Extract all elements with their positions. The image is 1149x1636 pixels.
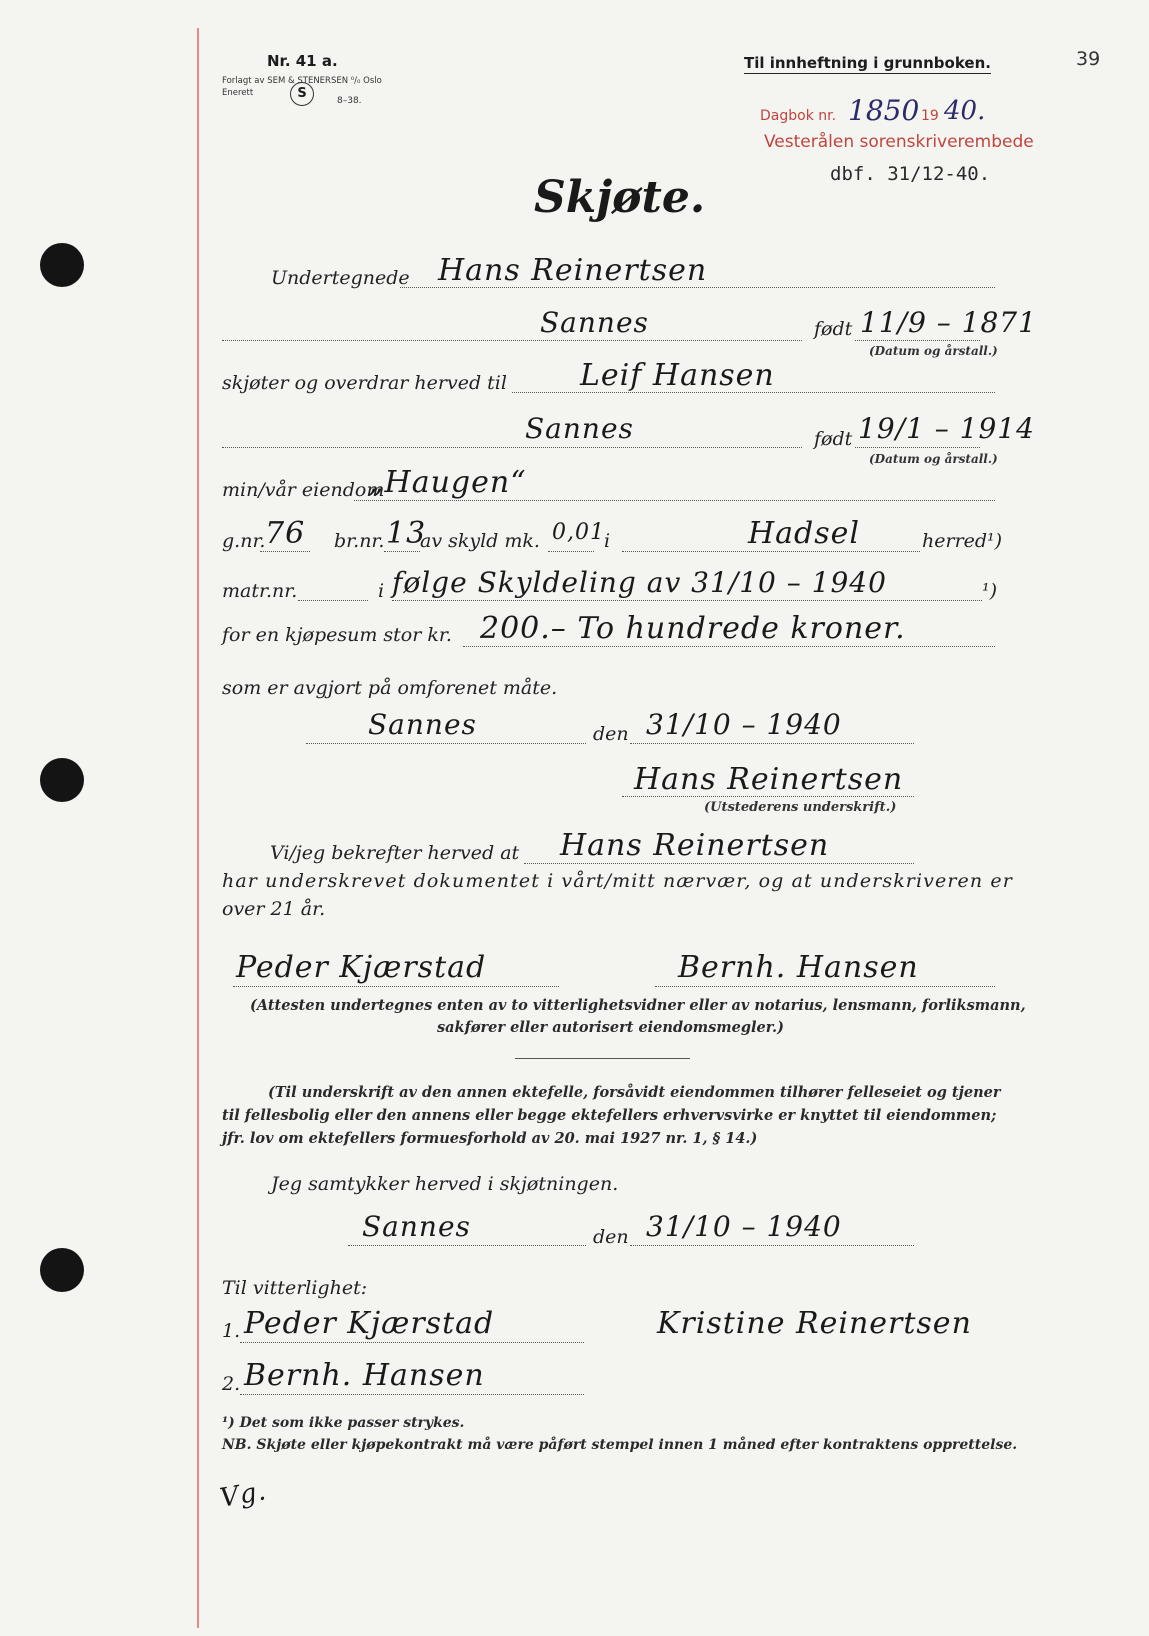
signature-caption: (Utstederens underskrift.): [704, 800, 897, 815]
attest-caption-1: (Attesten undertegnes enten av to vitterlighetsvidner eller av notarius, lensmann, forliksmann,: [250, 997, 1026, 1014]
eiendom-value: „Haugen“: [368, 465, 527, 500]
dbf-stamp: dbf. 31/12-40.: [830, 163, 991, 185]
attest-caption-2: sakfører eller autorisert eiendomsmegler.): [437, 1019, 784, 1036]
footnote-nb: NB. Skjøte eller kjøpekontrakt må være påført stempel innen 1 måned efter kontraktens opprettelse.: [222, 1437, 1018, 1453]
matr-i-label: i: [378, 580, 385, 602]
footnote-1: ¹) Det som ikke passer strykes.: [222, 1415, 465, 1431]
dagbok-year: 40.: [944, 96, 986, 126]
brnr-value: 13: [386, 516, 427, 551]
attest-witness-2: Bernh. Hansen: [678, 950, 919, 985]
field-line: [384, 551, 420, 552]
signing-date: 31/10 – 1940: [646, 708, 842, 741]
spouse-signature: Kristine Reinertsen: [657, 1306, 972, 1341]
divider: [515, 1058, 690, 1059]
dagbok-label: Dagbok nr.: [760, 108, 837, 124]
witness-num-1: 1.: [222, 1320, 241, 1342]
publisher-date: 8–38.: [337, 96, 362, 106]
witness-line: [240, 1394, 584, 1395]
page-number: 39: [1076, 48, 1101, 70]
datum-caption: (Datum og årstall.): [869, 452, 998, 466]
seller-born: 11/9 – 1871: [860, 306, 1037, 339]
form-number: Nr. 41 a.: [267, 52, 338, 70]
gnr-value: 76: [265, 516, 306, 551]
attest-line1-prefix: Vi/jeg bekrefter herved at: [270, 842, 520, 864]
matr-label: matr.nr.: [222, 580, 298, 602]
punch-hole: [40, 758, 84, 802]
clerk-initials: Vg.: [217, 1476, 269, 1514]
seller-signature: Hans Reinertsen: [634, 762, 904, 797]
datum-caption: (Datum og årstall.): [869, 344, 998, 358]
publisher-line: Forlagt av SEM & STENERSEN ⁰/₀ Oslo: [222, 76, 382, 86]
eiendom-label: min/vår eiendom: [222, 479, 385, 501]
field-line: [298, 600, 368, 601]
witness-line: [240, 1342, 584, 1343]
field-line: [463, 646, 995, 647]
vitterlighet-witness-1: Peder Kjærstad: [244, 1306, 495, 1341]
dagbok-number: 1850: [848, 94, 920, 127]
buyer-name: Leif Hansen: [580, 358, 775, 393]
transfer-label: skjøter og overdrar herved til: [222, 372, 507, 394]
spouse-note-1: (Til underskrift av den annen ektefelle, forsåvidt eiendommen tilhører felleseiet og tjener: [268, 1084, 1001, 1101]
fodt-label: født: [814, 318, 853, 340]
consent-place: Sannes: [362, 1210, 471, 1243]
witness-num-2: 2.: [222, 1373, 241, 1395]
field-line: [222, 340, 802, 341]
field-line: [306, 743, 586, 744]
den-label: den: [593, 723, 629, 745]
matr-value: følge Skyldeling av 31/10 – 1940: [392, 566, 887, 599]
attest-line3: over 21 år.: [222, 898, 326, 920]
punch-hole: [40, 243, 84, 287]
attest-witness-1: Peder Kjærstad: [236, 950, 487, 985]
fodt-label: født: [814, 428, 853, 450]
publisher-enerett: Enerett: [222, 88, 254, 98]
field-line: [855, 340, 980, 341]
i-label: i: [604, 530, 611, 552]
attest-name: Hans Reinertsen: [560, 828, 830, 863]
brnr-label: br.nr.: [334, 530, 385, 552]
spouse-note-3: jfr. lov om ektefellers formuesforhold av 20. mai 1927 nr. 1, § 14.): [222, 1130, 758, 1147]
spouse-note-2: til fellesbolig eller den annens eller begge ektefellers erhvervsvirke er knyttet til eiendommen;: [222, 1107, 997, 1124]
attest-line2: har underskrevet dokumentet i vårt/mitt nærvær, og at underskriveren er: [222, 870, 1013, 892]
herred-label: herred¹): [922, 530, 1003, 552]
gnr-label: g.nr.: [222, 530, 266, 552]
field-line: [622, 551, 920, 552]
publisher-logo-icon: S: [290, 82, 314, 106]
signing-place: Sannes: [368, 708, 477, 741]
field-line: [260, 551, 310, 552]
field-line: [354, 500, 995, 501]
office-stamp: Vesterålen sorenskriverembede: [764, 132, 1034, 152]
document-title: Skjøte.: [534, 172, 706, 223]
buyer-born: 19/1 – 1914: [858, 412, 1035, 445]
binding-note: Til innheftning i grunnboken.: [744, 54, 991, 72]
witness-line: [233, 986, 559, 987]
field-line: [630, 1245, 914, 1246]
vitterlighet-witness-2: Bernh. Hansen: [244, 1358, 485, 1393]
kjopesum-value: 200.– To hundrede kroner.: [480, 611, 906, 646]
field-line: [548, 551, 594, 552]
field-line: [392, 600, 982, 601]
field-line: [222, 447, 802, 448]
seller-place: Sannes: [540, 306, 649, 339]
red-margin-line: [197, 28, 199, 1628]
kjopesum-label: for en kjøpesum stor kr.: [222, 624, 452, 646]
punch-hole: [40, 1248, 84, 1292]
field-line: [524, 863, 914, 864]
omforenet-text: som er avgjort på omforenet måte.: [222, 677, 558, 699]
field-line: [855, 447, 980, 448]
skyld-value: 0,01: [552, 520, 605, 545]
herred-value: Hadsel: [748, 516, 860, 551]
skyld-label: av skyld mk.: [420, 530, 540, 552]
den-label: den: [593, 1226, 629, 1248]
seller-name: Hans Reinertsen: [438, 253, 708, 288]
matr-suffix: ¹): [982, 580, 998, 602]
field-line: [348, 1245, 586, 1246]
consent-text: Jeg samtykker herved i skjøtningen.: [271, 1173, 619, 1195]
vitterlighet-label: Til vitterlighet:: [222, 1277, 368, 1299]
undertegnede-label: Undertegnede: [271, 267, 410, 289]
dagbok-year-prefix: 19: [921, 108, 939, 124]
consent-date: 31/10 – 1940: [646, 1210, 842, 1243]
field-line: [630, 743, 914, 744]
buyer-place: Sannes: [525, 412, 634, 445]
witness-line: [655, 986, 995, 987]
